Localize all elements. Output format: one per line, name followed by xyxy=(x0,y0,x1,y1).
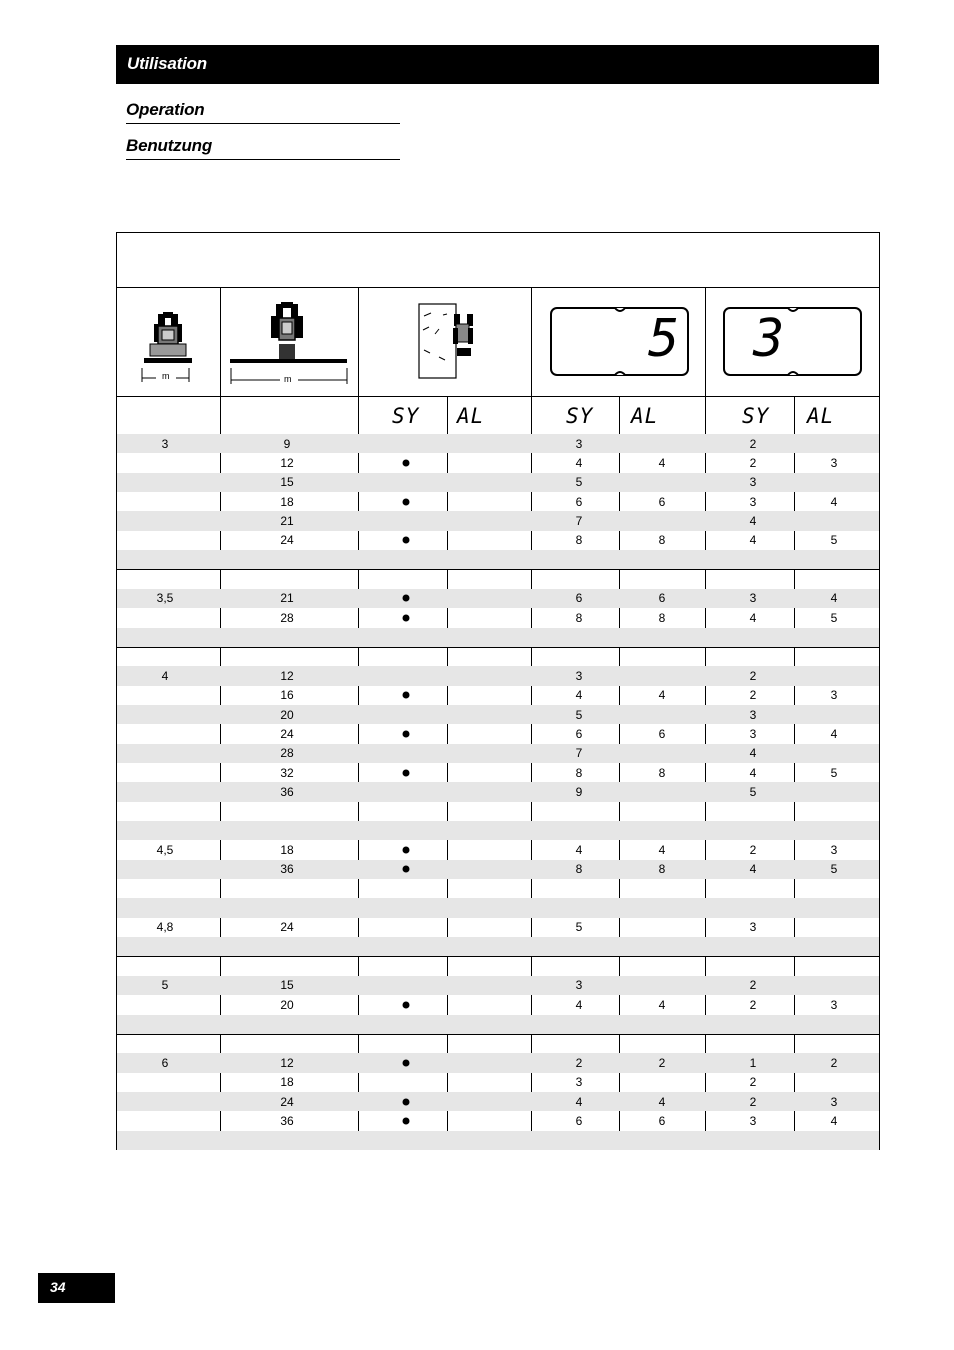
table-cell: 24 xyxy=(280,533,294,548)
subtitle-english: Operation xyxy=(126,100,400,124)
table-cell: 4 xyxy=(830,726,838,741)
table-cell: 12 xyxy=(280,456,294,471)
table-stripe xyxy=(117,666,879,685)
table-cell: 3 xyxy=(830,997,838,1012)
table-divider xyxy=(116,396,880,397)
sy-dot-marker xyxy=(403,614,410,621)
table-cell: 8 xyxy=(575,610,583,625)
table-stripe xyxy=(117,705,879,724)
sy-dot-marker xyxy=(403,1098,410,1105)
table-cell: 3 xyxy=(749,475,757,490)
lcd-digit: 3 xyxy=(753,309,785,369)
table-cell: 32 xyxy=(280,765,294,780)
table-cell: 4,5 xyxy=(156,843,174,858)
sy-dot-marker xyxy=(403,460,410,467)
sy-dot-marker xyxy=(403,1059,410,1066)
table-cell: 4 xyxy=(658,997,666,1012)
table-cell: 36 xyxy=(280,862,294,877)
table-cell: 4 xyxy=(658,843,666,858)
table-cell: 18 xyxy=(280,494,294,509)
table-cell: 6 xyxy=(658,1113,666,1128)
working-width-unit: m xyxy=(162,371,170,381)
table-divider xyxy=(116,287,880,288)
table-cell: 3 xyxy=(161,436,169,451)
table-stripe xyxy=(117,898,879,917)
lcd-display-icon xyxy=(723,306,863,378)
table-cell: 5 xyxy=(830,533,838,548)
table-stripe xyxy=(117,1092,879,1111)
table-cell: 6 xyxy=(161,1055,169,1070)
sy-dot-marker xyxy=(403,537,410,544)
table-cell: 36 xyxy=(280,784,294,799)
table-stripe xyxy=(117,1053,879,1072)
table-cell: 8 xyxy=(658,610,666,625)
table-cell: 3 xyxy=(575,668,583,683)
table-cell: 5 xyxy=(830,610,838,625)
table-cell: 4 xyxy=(575,997,583,1012)
table-cell: 21 xyxy=(280,591,294,606)
sy-dot-marker xyxy=(403,866,410,873)
table-cell: 4,8 xyxy=(156,920,174,935)
table-cell: 5 xyxy=(830,765,838,780)
table-cell: 5 xyxy=(575,920,583,935)
section-title: Utilisation xyxy=(127,54,207,73)
table-stripe xyxy=(117,744,879,763)
table-cell: 2 xyxy=(749,456,757,471)
table-cell: 4 xyxy=(749,862,757,877)
group-separator xyxy=(117,647,879,648)
table-stripe xyxy=(117,550,879,569)
table-cell: 4 xyxy=(575,843,583,858)
table-cell: 15 xyxy=(280,978,294,993)
table-cell: 6 xyxy=(575,591,583,606)
table-cell: 28 xyxy=(280,610,294,625)
table-cell: 2 xyxy=(749,1094,757,1109)
table-cell: 3 xyxy=(830,688,838,703)
table-stripe xyxy=(117,511,879,530)
table-cell: 20 xyxy=(280,707,294,722)
lcd-digit: 5 xyxy=(648,309,680,369)
table-stripe xyxy=(117,589,879,608)
sy-dot-marker xyxy=(403,847,410,854)
table-cell: 3 xyxy=(749,591,757,606)
table-cell: 3 xyxy=(749,707,757,722)
table-cell: 4 xyxy=(575,688,583,703)
table-cell: 8 xyxy=(575,533,583,548)
table-stripe xyxy=(117,860,879,879)
table-cell: 4 xyxy=(161,668,169,683)
table-cell: 3 xyxy=(830,1094,838,1109)
table-cell: 3 xyxy=(749,494,757,509)
table-cell: 4 xyxy=(658,456,666,471)
table-cell: 5 xyxy=(830,862,838,877)
table-cell: 20 xyxy=(280,997,294,1012)
sy-dot-marker xyxy=(403,498,410,505)
al-column-label: AL xyxy=(631,404,659,428)
table-cell: 6 xyxy=(575,1113,583,1128)
table-cell: 6 xyxy=(658,726,666,741)
group-separator xyxy=(117,1034,879,1035)
table-cell: 24 xyxy=(280,726,294,741)
table-cell: 3 xyxy=(575,978,583,993)
table-cell: 4 xyxy=(749,746,757,761)
table-cell: 2 xyxy=(749,843,757,858)
table-cell: 3 xyxy=(575,436,583,451)
page-number: 34 xyxy=(50,1279,66,1295)
table-cell: 5 xyxy=(575,475,583,490)
table-cell: 18 xyxy=(280,1075,294,1090)
table-cell: 6 xyxy=(575,726,583,741)
table-cell: 5 xyxy=(161,978,169,993)
table-cell: 7 xyxy=(575,746,583,761)
table-cell: 4 xyxy=(658,688,666,703)
table-cell: 6 xyxy=(658,591,666,606)
table-cell: 8 xyxy=(658,533,666,548)
table-cell: 4 xyxy=(749,514,757,529)
table-cell: 2 xyxy=(749,668,757,683)
table-cell: 8 xyxy=(575,862,583,877)
al-column-label: AL xyxy=(457,404,485,428)
sy-dot-marker xyxy=(403,730,410,737)
table-cell: 9 xyxy=(283,436,291,451)
table-cell: 2 xyxy=(749,436,757,451)
table-cell: 4 xyxy=(749,533,757,548)
table-body xyxy=(117,434,879,1149)
table-cell: 3 xyxy=(749,726,757,741)
table-cell: 4 xyxy=(575,456,583,471)
table-cell: 36 xyxy=(280,1113,294,1128)
table-stripe xyxy=(117,1131,879,1150)
table-cell: 4 xyxy=(830,1113,838,1128)
table-cell: 4 xyxy=(749,610,757,625)
table-cell: 18 xyxy=(280,843,294,858)
table-cell: 2 xyxy=(575,1055,583,1070)
sy-column-label: SY xyxy=(392,404,420,428)
sy-column-label: SY xyxy=(566,404,594,428)
table-stripe xyxy=(117,434,879,453)
table-cell: 24 xyxy=(280,920,294,935)
tramline-width-icon xyxy=(226,300,352,390)
table-cell: 2 xyxy=(749,997,757,1012)
table-cell: 28 xyxy=(280,746,294,761)
section-header-bar xyxy=(116,45,879,84)
tractor-working-width-icon xyxy=(136,300,200,390)
table-stripe xyxy=(117,782,879,801)
field-pass-icon xyxy=(415,300,475,380)
table-cell: 2 xyxy=(830,1055,838,1070)
table-cell: 8 xyxy=(658,862,666,877)
table-cell: 2 xyxy=(749,688,757,703)
table-cell: 9 xyxy=(575,784,583,799)
table-cell: 8 xyxy=(658,765,666,780)
tramline-width-unit: m xyxy=(284,374,292,384)
table-cell: 3 xyxy=(749,1113,757,1128)
table-stripe xyxy=(117,821,879,840)
table-cell: 5 xyxy=(575,707,583,722)
table-cell: 12 xyxy=(280,668,294,683)
table-cell: 2 xyxy=(749,978,757,993)
table-stripe xyxy=(117,1015,879,1034)
group-separator xyxy=(117,956,879,957)
table-cell: 3 xyxy=(749,920,757,935)
table-cell: 4 xyxy=(575,1094,583,1109)
al-column-label: AL xyxy=(807,404,835,428)
table-cell: 15 xyxy=(280,475,294,490)
table-cell: 4 xyxy=(830,591,838,606)
table-cell: 21 xyxy=(280,514,294,529)
table-cell: 3 xyxy=(830,456,838,471)
table-cell: 6 xyxy=(658,494,666,509)
table-cell: 3 xyxy=(575,1075,583,1090)
table-cell: 7 xyxy=(575,514,583,529)
table-stripe xyxy=(117,628,879,647)
subtitle-german: Benutzung xyxy=(126,136,400,160)
table-cell: 16 xyxy=(280,688,294,703)
sy-dot-marker xyxy=(403,595,410,602)
table-stripe xyxy=(117,473,879,492)
sy-dot-marker xyxy=(403,692,410,699)
table-cell: 6 xyxy=(575,494,583,509)
page-number-badge xyxy=(38,1273,115,1303)
table-cell: 4 xyxy=(749,765,757,780)
group-separator xyxy=(117,569,879,570)
table-cell: 8 xyxy=(575,765,583,780)
table-cell: 5 xyxy=(749,784,757,799)
table-stripe xyxy=(117,937,879,956)
table-cell: 4 xyxy=(830,494,838,509)
lcd-display-icon xyxy=(550,306,690,378)
table-stripe xyxy=(117,976,879,995)
table-cell: 2 xyxy=(749,1075,757,1090)
table-cell: 2 xyxy=(658,1055,666,1070)
table-cell: 12 xyxy=(280,1055,294,1070)
table-cell: 3 xyxy=(830,843,838,858)
sy-dot-marker xyxy=(403,1117,410,1124)
table-cell: 4 xyxy=(658,1094,666,1109)
sy-dot-marker xyxy=(403,769,410,776)
sy-column-label: SY xyxy=(742,404,770,428)
table-cell: 24 xyxy=(280,1094,294,1109)
sy-dot-marker xyxy=(403,1001,410,1008)
table-cell: 1 xyxy=(749,1055,757,1070)
table-cell: 3,5 xyxy=(156,591,174,606)
